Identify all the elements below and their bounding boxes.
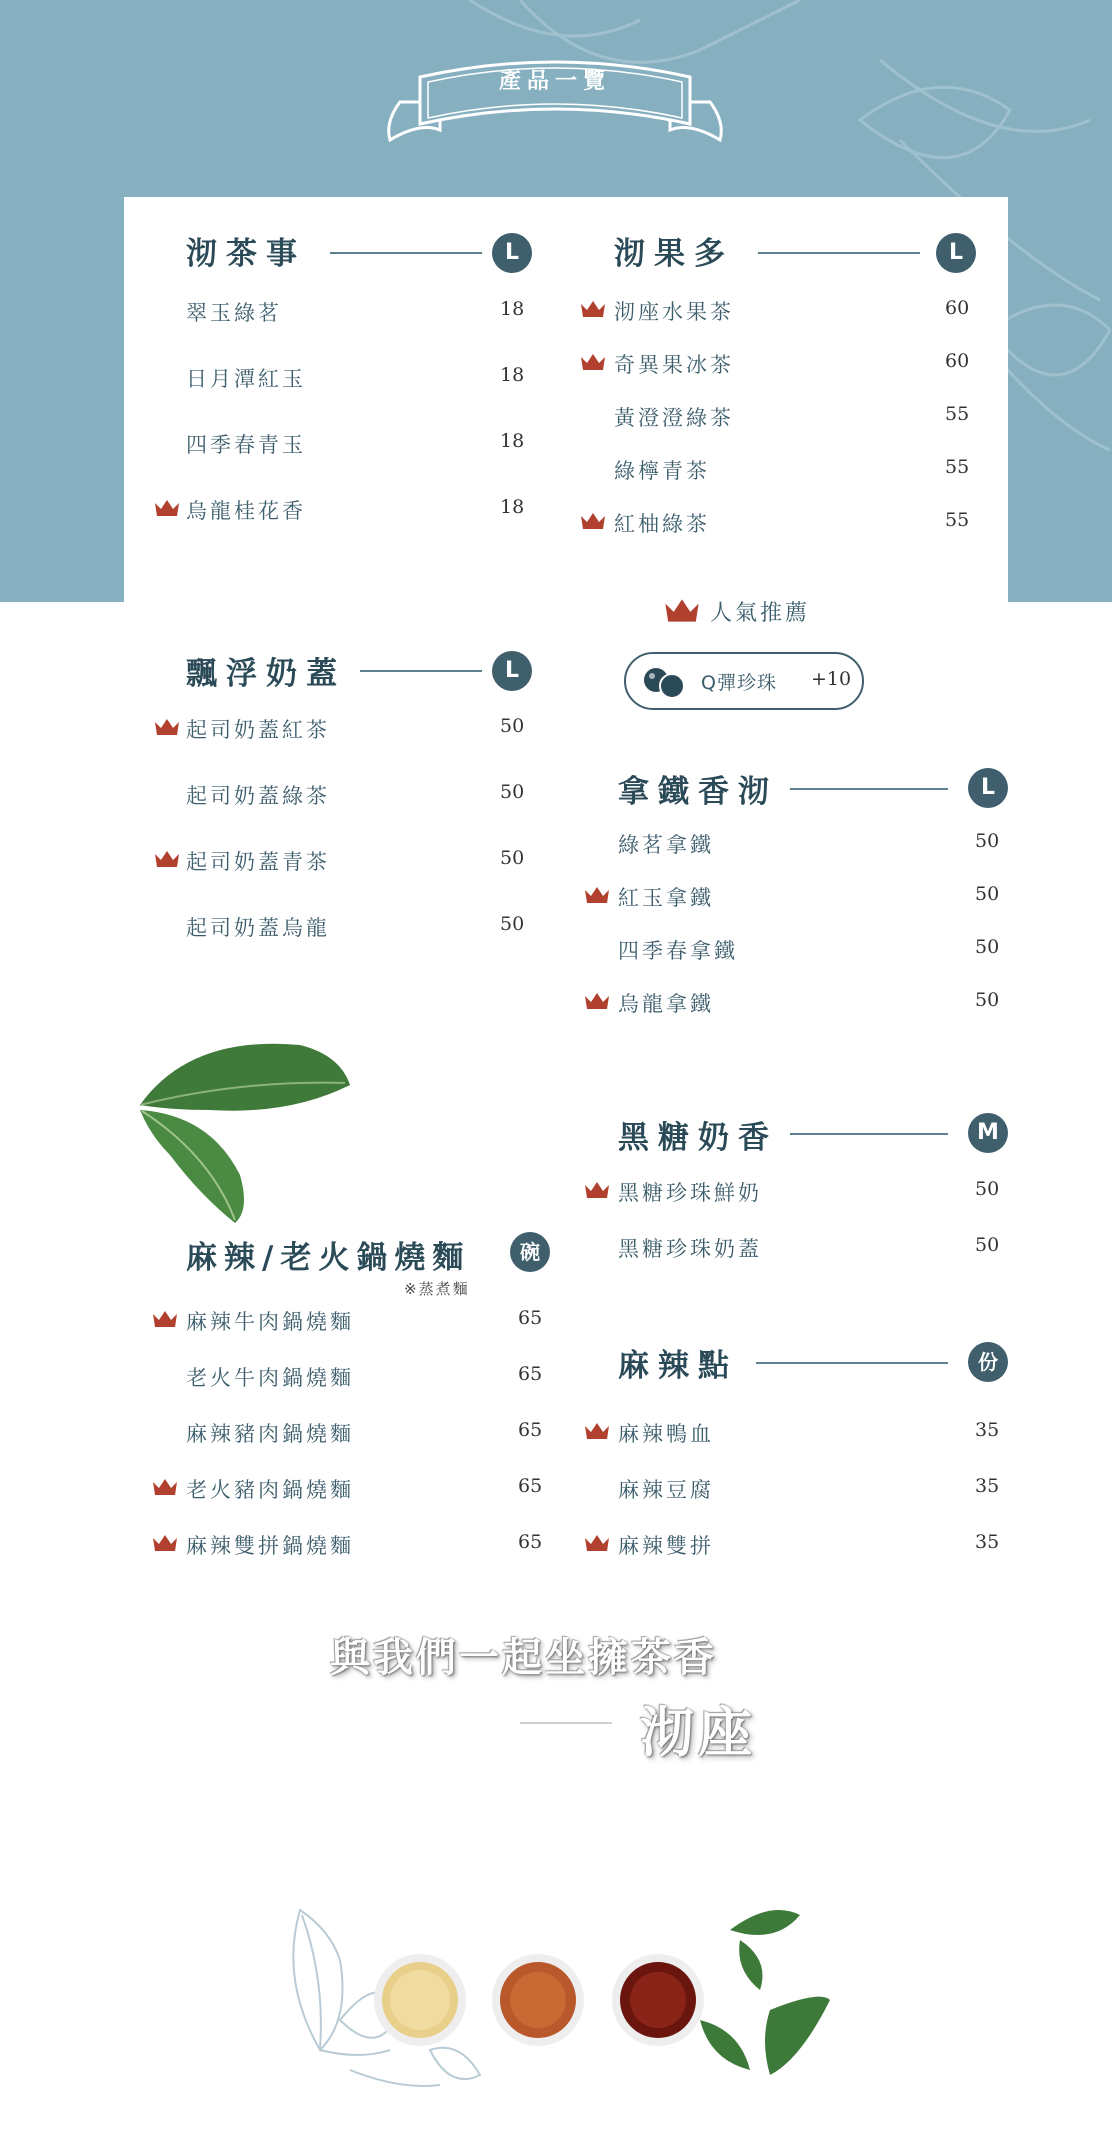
menu-item: 黃澄澄綠茶: [614, 406, 734, 430]
item-price: 60: [945, 350, 970, 372]
menu-item: 紅柚綠茶: [614, 512, 710, 536]
addon-price: +10: [811, 668, 852, 690]
menu-item: 烏龍桂花香: [186, 499, 306, 523]
slogan-brand: 沏座: [640, 1701, 756, 1764]
menu-item: 起司奶蓋綠茶: [186, 784, 330, 808]
menu-item: 麻辣雙拼: [618, 1534, 714, 1558]
item-price: 65: [518, 1531, 543, 1553]
addon-pill: [624, 652, 864, 710]
slogan-dash: [520, 1722, 612, 1724]
item-price: 18: [500, 496, 525, 518]
menu-item: 老火牛肉鍋燒麵: [186, 1366, 354, 1390]
menu-item: 四季春青玉: [186, 433, 306, 457]
item-price: 65: [518, 1419, 543, 1441]
divider: [330, 252, 482, 254]
section-title-brownsugar: 黑糖奶香: [618, 1120, 778, 1156]
section-title-fruit: 沏果多: [614, 236, 734, 272]
item-price: 50: [500, 847, 525, 869]
size-badge: L: [492, 651, 532, 691]
item-price: 65: [518, 1475, 543, 1497]
size-badge: 碗: [510, 1232, 550, 1272]
crown-icon: [152, 1310, 178, 1328]
crown-icon: [584, 886, 610, 904]
menu-item: 綠茗拿鐵: [618, 833, 714, 857]
item-price: 50: [500, 715, 525, 737]
slogan-line1: 與我們一起坐擁茶香: [330, 1635, 717, 1681]
item-price: 18: [500, 298, 525, 320]
item-price: 60: [945, 297, 970, 319]
size-badge: L: [492, 233, 532, 273]
menu-item: 麻辣豆腐: [618, 1478, 714, 1502]
size-badge: L: [936, 233, 976, 273]
section-title-tea: 沏茶事: [186, 236, 306, 272]
item-price: 50: [975, 1178, 1000, 1200]
popular-legend: 人氣推薦: [710, 601, 811, 626]
crown-icon: [584, 992, 610, 1010]
crown-icon: [584, 1181, 610, 1199]
crown-icon: [584, 1422, 610, 1440]
pearl-icon: [642, 664, 688, 700]
crown-icon: [152, 1478, 178, 1496]
size-badge: 份: [968, 1342, 1008, 1382]
menu-item: 奇異果冰茶: [614, 353, 734, 377]
menu-item: 麻辣牛肉鍋燒麵: [186, 1310, 354, 1334]
item-price: 50: [500, 913, 525, 935]
item-price: 65: [518, 1307, 543, 1329]
crown-icon: [154, 718, 180, 736]
menu-item: 麻辣豬肉鍋燒麵: [186, 1422, 354, 1446]
section-title-noodle: 麻辣/老火鍋燒麵: [186, 1240, 471, 1276]
item-price: 18: [500, 364, 525, 386]
menu-item: 烏龍拿鐵: [618, 992, 714, 1016]
item-price: 55: [945, 509, 970, 531]
menu-item: 沏座水果茶: [614, 300, 734, 324]
divider: [360, 670, 482, 672]
divider: [790, 1133, 948, 1135]
menu-item: 日月潭紅玉: [186, 367, 306, 391]
crown-icon: [580, 512, 606, 530]
menu-item: 四季春拿鐵: [618, 939, 738, 963]
item-price: 50: [500, 781, 525, 803]
tea-leaf-icon: [130, 1025, 360, 1225]
item-price: 50: [975, 1234, 1000, 1256]
noodle-note: ※蒸煮麵: [404, 1280, 470, 1298]
page-title: 產品一覽: [498, 68, 611, 94]
addon-name: Q彈珍珠: [701, 672, 777, 694]
menu-item: 黑糖珍珠奶蓋: [618, 1237, 762, 1261]
size-badge: M: [968, 1113, 1008, 1153]
menu-item: 麻辣鴨血: [618, 1422, 714, 1446]
section-title-cheese: 飄浮奶蓋: [186, 656, 346, 692]
section-title-latte: 拿鐵香沏: [618, 774, 778, 810]
menu-item: 黑糖珍珠鮮奶: [618, 1181, 762, 1205]
crown-icon: [154, 850, 180, 868]
item-price: 50: [975, 936, 1000, 958]
item-price: 50: [975, 830, 1000, 852]
crown-icon: [664, 598, 700, 623]
crown-icon: [154, 499, 180, 517]
menu-item: 起司奶蓋青茶: [186, 850, 330, 874]
crown-icon: [584, 1534, 610, 1552]
divider: [756, 1362, 948, 1364]
item-price: 35: [975, 1419, 1000, 1441]
item-price: 18: [500, 430, 525, 452]
item-price: 55: [945, 456, 970, 478]
item-price: 65: [518, 1363, 543, 1385]
crown-icon: [152, 1534, 178, 1552]
menu-item: 老火豬肉鍋燒麵: [186, 1478, 354, 1502]
crown-icon: [580, 353, 606, 371]
item-price: 50: [975, 989, 1000, 1011]
menu-item: 綠檸青茶: [614, 459, 710, 483]
size-badge: L: [968, 768, 1008, 808]
crown-icon: [580, 300, 606, 318]
menu-item: 翠玉綠茗: [186, 301, 282, 325]
menu-item: 紅玉拿鐵: [618, 886, 714, 910]
item-price: 35: [975, 1475, 1000, 1497]
divider: [790, 788, 948, 790]
item-price: 35: [975, 1531, 1000, 1553]
section-title-spicy: 麻辣點: [618, 1348, 738, 1384]
item-price: 50: [975, 883, 1000, 905]
divider: [758, 252, 920, 254]
menu-item: 起司奶蓋紅茶: [186, 718, 330, 742]
tea-cups-illustration: [280, 1900, 840, 2100]
menu-item: 麻辣雙拼鍋燒麵: [186, 1534, 354, 1558]
menu-item: 起司奶蓋烏龍: [186, 916, 330, 940]
item-price: 55: [945, 403, 970, 425]
